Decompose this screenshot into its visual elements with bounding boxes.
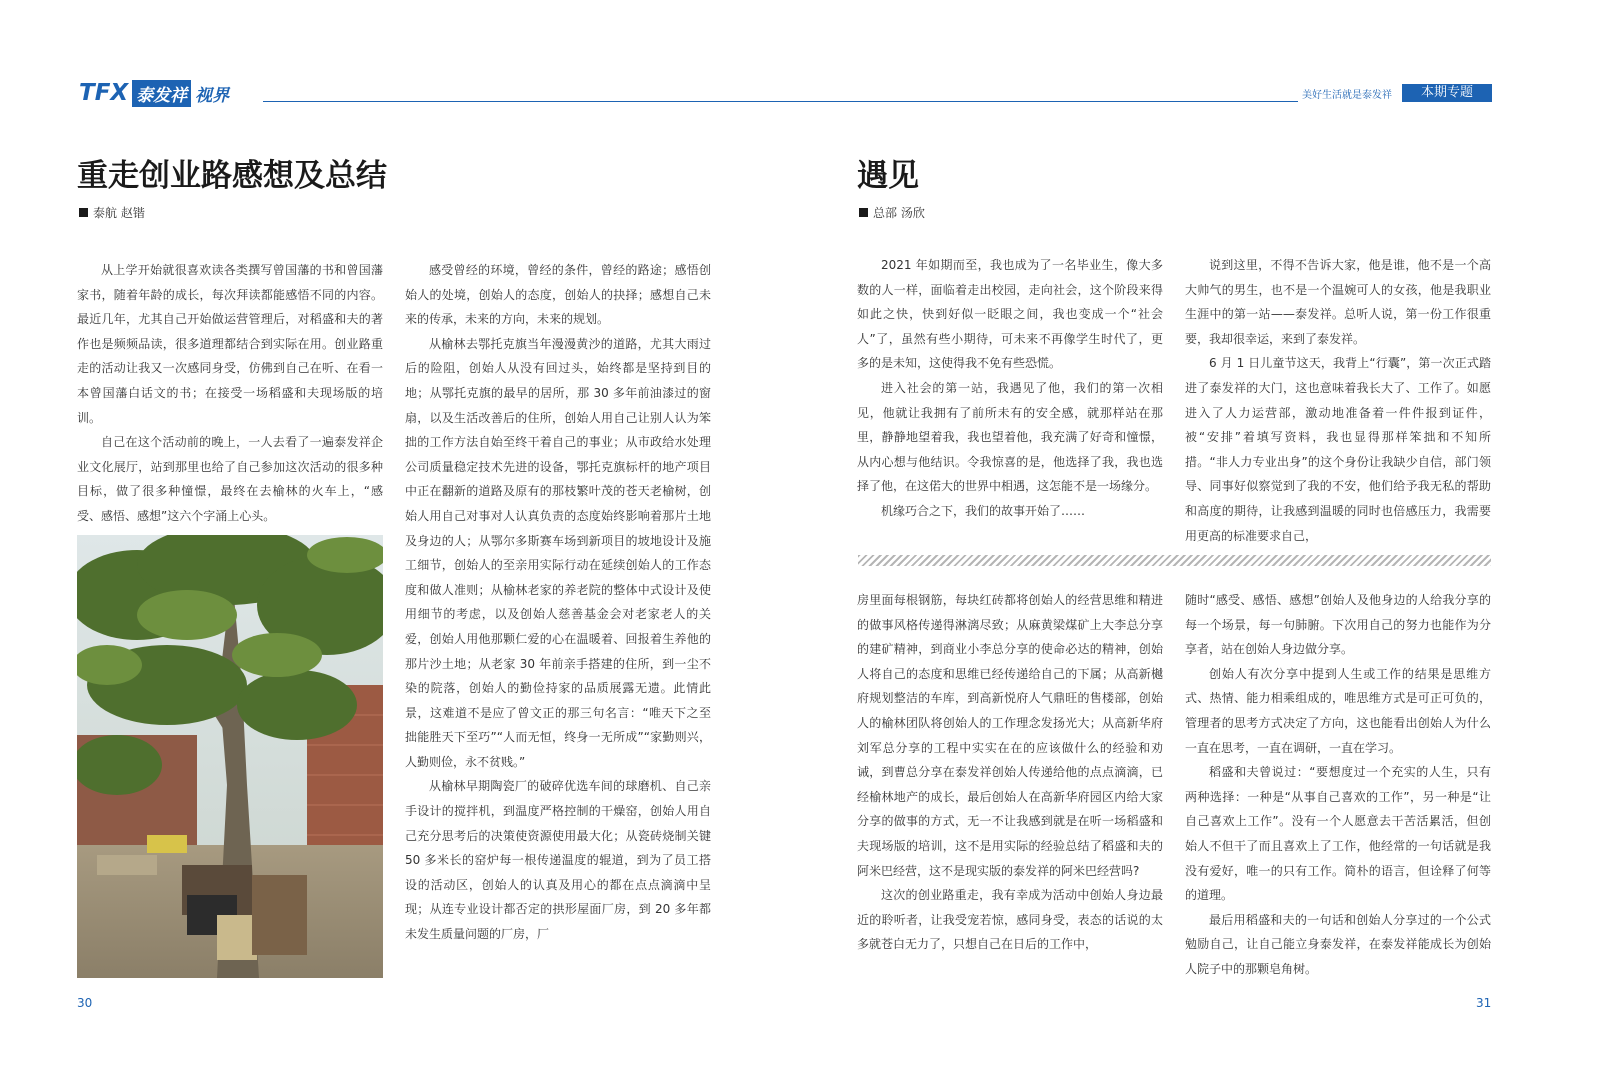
logo-tfx: TFX — [79, 80, 129, 106]
paragraph: 说到这里，不得不告诉大家，他是谁，他不是一个高大帅气的男生，也不是一个温婉可人的女孩，他是我职业生涯中的第一站——泰发祥。总听人说，第一份工作很重要，我却很幸运，来到了泰发祥。 — [1185, 258, 1491, 346]
paragraph: 稻盛和夫曾说过：“要想度过一个充实的人生，只有两种选择：一种是“从事自己喜欢的工作”，另一种是“让自己喜欢上工作”。没有一个人愿意去干苦活累活，但创始人不但干了而且喜欢上了工作，他经常的一句话就是我没有爱好，唯一的只有工作。简朴的语言，但诠释了何等的道理。 — [1185, 765, 1491, 903]
byline-square-icon — [79, 208, 88, 217]
hatched-divider — [858, 555, 1491, 566]
paragraph: 自己在这个活动前的晚上，一人去看了一遍泰发祥企业文化展厅，站到那里也给了自己参加这次活动的很多种目标，做了很多种憧憬，最终在去榆林的火车上，“感受、感悟、感想”这六个字涌上心头。 — [77, 435, 383, 523]
paragraph: 从榆林去鄂托克旗当年漫漫黄沙的道路，尤其大雨过后的险阻，创始人从没有回过头，始终都是坚持到目的地；从鄂托克旗的最早的居所，那 30 多年前油漆过的窗扇，以及生活改善后的住所，创始人用自己让别人认为笨拙的工作方法自始至终干着自己的事业；从市政给水处理公司质量稳定技术先进的设备，鄂托克旗标杆的地产项目中正在翻新的道路及原有的那枝繁叶茂的苍天老榆树，创始人用自己对事对人认真负责的态度始终影响着那片土地及身边的人；从鄂尔多斯赛车场到新项目的坡地设计及施工细节，创始人的至亲用实际行动在延续创始人的工作态度和做人准则；从榆林老家的养老院的整体中式设计及使用细节的考虑，以及创始人慈善基金会对老家老人的关爱，创始人用他那颗仁爱的心在温暖着、回报着生养他的那片沙土地；从老家 30 年前亲手搭建的住所，到一尘不染的院落，创始人的勤俭持家的品质展露无遗。此情此景，这难道不是应了曾文正的那三句名言：“唯天下之至拙能胜天下至巧”“人而无恒，终身一无所成”“家勤则兴，人勤则俭，永不贫贱。” — [405, 336, 711, 769]
left-article-column-1 — [77, 258, 383, 533]
paragraph: 2021 年如期而至，我也成为了一名毕业生，像大多数的人一样，面临着走出校园，走向社会，这个阶段来得如此之快，快到好似一眨眼之间，我也变成一个“社会人”了，虽然有些小期待，可未来不再像学生时代了，更多的是未知，这使得我不免有些恐慌。 — [857, 258, 1163, 371]
paragraph: 进入社会的第一站，我遇见了他，我们的第一次相见，他就让我拥有了前所未有的安全感，就那样站在那里，静静地望着我，我也望着他，我充满了好奇和憧憬，从内心想与他结识。令我惊喜的是，他选择了我，我也选择了他，在这偌大的世界中相遇，这怎能不是一场缘分。 — [857, 380, 1163, 494]
topic-badge: 本期专题 — [1402, 84, 1492, 102]
right-article-column-1 — [857, 253, 1163, 543]
paragraph: 从上学开始就很喜欢读各类撰写曾国藩的书和曾国藩家书，随着年龄的成长，每次拜读都能感悟不同的内容。最近几年，尤其自己开始做运营管理后，对稻盛和夫的著作也是频频品读，很多道理都结合到实际在用。创业路重走的活动让我又一次感同身受，仿佛到自己在听、在看一本曾国藩白话文的书；在接受一场稻盛和夫现场版的培训。 — [77, 263, 383, 425]
paragraph: 感受曾经的环境，曾经的条件，曾经的路途；感悟创始人的处境，创始人的态度，创始人的抉择；感想自己未来的传承，未来的方向，未来的规划。 — [405, 263, 711, 327]
magazine-logo — [79, 80, 229, 106]
paragraph: 这次的创业路重走，我有幸成为活动中创始人身边最近的聆听者，让我受宠若惊，感同身受，表态的话说的太多就苍白无力了，只想自己在日后的工作中， — [857, 888, 1163, 952]
page-number-left: 30 — [77, 996, 93, 1010]
paragraph: 随时“感受、感悟、感想”创始人及他身边的人给我分享的每一个场景，每一句肺腑。下次用自己的努力也能作为分享者，站在创始人身边做分享。 — [1185, 593, 1491, 657]
right-article-column-2 — [1185, 253, 1491, 543]
continued-column-right — [1185, 588, 1491, 980]
page-number-right: 31 — [1476, 996, 1492, 1010]
header-slogan: 美好生活就是泰发祥 — [1302, 90, 1392, 101]
continued-column-left — [857, 588, 1163, 980]
byline-square-icon — [859, 208, 868, 217]
left-article-byline — [79, 204, 145, 221]
article-photo — [77, 535, 383, 978]
paragraph: 房里面每根钢筋，每块红砖都将创始人的经营思维和精进的做事风格传递得淋漓尽致；从麻黄梁煤矿上大李总分享的建矿精神，到商业小李总分享的使命必达的精神，创始人将自己的态度和思维已经传递给自己的下属；从高新樾府规划整洁的车库，到高新悦府人气鼎旺的售楼部，创始人的榆林团队将创始人的工作理念发扬光大；从高新华府刘军总分享的工程中实实在在的应该做什么的经验和劝诫，到曹总分享在泰发祥创始人传递给他的点点滴滴，已经榆林地产的成长，最后创始人在高新华府园区内给大家分享的做事的方式，无一不让我感到就是在听一场稻盛和夫现场版的培训，这不是用实际的经验总结了稻盛和夫的阿米巴经营，这不是现实版的泰发祥的阿米巴经营吗? — [857, 593, 1163, 878]
paragraph: 创始人有次分享中提到人生或工作的结果是思维方式、热情、能力相乘组成的，唯思维方式是可正可负的，管理者的思考方式决定了方向，这也能看出创始人为什么一直在思考，一直在调研，一直在学习。 — [1185, 666, 1491, 755]
right-byline-text: 总部 汤欣 — [873, 206, 925, 220]
paragraph: 机缘巧合之下，我们的故事开始了…… — [881, 503, 1086, 518]
left-byline-text: 泰航 赵锴 — [93, 206, 145, 220]
paragraph: 从榆林早期陶瓷厂的破碎优选车间的球磨机、自己亲手设计的搅拌机，到温度严格控制的干燥窑，创始人用自己充分思考后的决策使资源使用最大化；从瓷砖烧制关键 50 多米长的窑炉每一根传递温度的辊道，到为了员工搭设的活动区，创始人的认真及用心的都在点点滴滴中呈现；从连专业设计都否定的拱形屋面厂房，到 20 多年都未发生质量问题的厂房，厂 — [405, 779, 711, 942]
logo-vision: 视界 — [195, 85, 230, 106]
paragraph: 最后用稻盛和夫的一句话和创始人分享过的一个公式勉励自己，让自己能立身泰发祥，在泰发祥能成长为创始人院子中的那颗皂角树。 — [1185, 912, 1491, 976]
left-article-column-2 — [405, 258, 711, 978]
paragraph: 6 月 1 日儿童节这天，我背上“行囊”，第一次正式踏进了泰发祥的大门，这也意味着我长大了、工作了。如愿进入了人力运营部，激动地准备着一件件报到证件，被“安排”着填写资料，我也显得那样笨拙和不知所措。“非人力专业出身”的这个身份让我缺少自信，部门领导、同事好似察觉到了我的不安，他们给予我无私的帮助和高度的期待，让我感到温暖的同时也倍感压力，我需要用更高的标准要求自己， — [1185, 356, 1491, 543]
header-rule — [263, 101, 1298, 102]
right-article-title: 遇见 — [857, 158, 919, 194]
left-article-title: 重走创业路感想及总结 — [77, 158, 387, 194]
right-article-byline — [859, 204, 925, 221]
tree-courtyard-photo-icon — [77, 535, 383, 978]
logo-brand: 泰发祥 — [132, 80, 191, 107]
